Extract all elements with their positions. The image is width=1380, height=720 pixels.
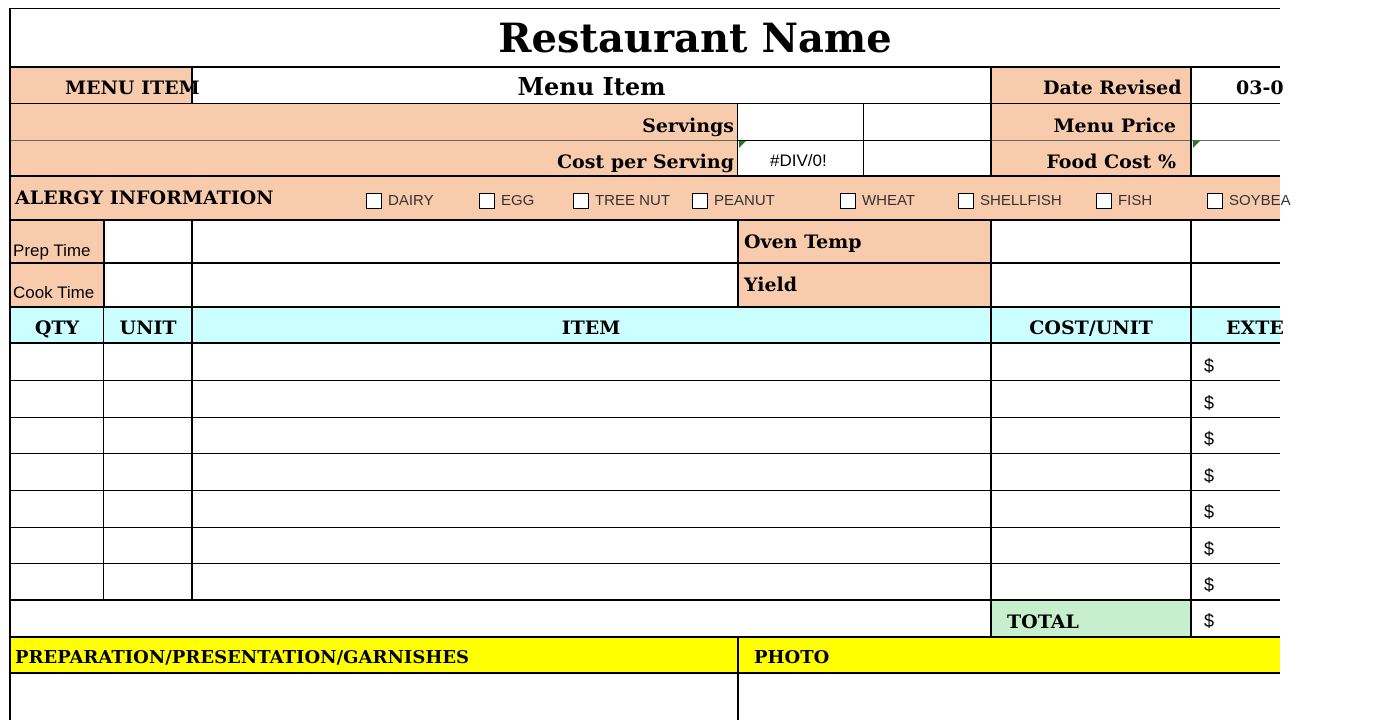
allergy-checkbox-peanut[interactable] xyxy=(692,192,775,209)
menu-price-label: Menu Price xyxy=(1053,115,1176,137)
cost-per-serving-label: Cost per Serving xyxy=(556,151,734,173)
extended-cost-cell[interactable]: $ xyxy=(1204,393,1215,413)
checkbox-icon[interactable] xyxy=(692,193,708,209)
unit-header: UNIT xyxy=(119,317,177,339)
food-cost-label: Food Cost % xyxy=(1046,151,1176,173)
extended-cost-cell[interactable]: $ xyxy=(1204,466,1215,486)
qty-header: QTY xyxy=(34,317,80,339)
comment-marker-icon xyxy=(739,141,746,148)
allergy-checkbox-fish[interactable] xyxy=(1096,192,1152,209)
date-revised-value[interactable]: 03-0 xyxy=(1236,77,1284,99)
allergy-label: WHEAT xyxy=(862,192,916,209)
extended-cost-cell[interactable]: $ xyxy=(1204,429,1215,449)
total-label: TOTAL xyxy=(1007,611,1079,633)
yield-input[interactable] xyxy=(992,264,1190,306)
extended-cost-header: EXTE xyxy=(1226,317,1284,339)
cost-per-serving-value[interactable]: #DIV/0! xyxy=(770,151,827,170)
checkbox-icon[interactable] xyxy=(1207,193,1223,209)
menu-price-input[interactable] xyxy=(1192,104,1280,140)
yield-label: Yield xyxy=(744,274,798,296)
allergy-label: TREE NUT xyxy=(595,192,670,209)
date-revised-label: Date Revised xyxy=(1043,77,1182,99)
allergy-label: SOYBEA xyxy=(1229,192,1291,209)
menu-item-label: MENU ITEM xyxy=(65,77,200,99)
item-header: ITEM xyxy=(561,317,621,339)
checkbox-icon[interactable] xyxy=(958,193,974,209)
servings-label: Servings xyxy=(642,115,734,137)
allergy-checkbox-shellfish[interactable] xyxy=(958,192,1062,209)
preparation-label: PREPARATION/PRESENTATION/GARNISHES xyxy=(15,647,470,668)
oven-temp-label: Oven Temp xyxy=(744,231,862,253)
photo-area[interactable] xyxy=(739,674,1280,720)
allergy-label: PEANUT xyxy=(714,192,775,209)
cook-time-label: Cook Time xyxy=(13,283,95,302)
restaurant-name-title[interactable]: Restaurant Name xyxy=(498,15,892,62)
allergy-label: DAIRY xyxy=(388,192,434,209)
servings-input[interactable] xyxy=(738,104,863,140)
allergy-label: EGG xyxy=(501,192,535,209)
preparation-notes-area[interactable] xyxy=(11,674,737,720)
allergy-label: SHELLFISH xyxy=(980,192,1062,209)
photo-label: PHOTO xyxy=(754,647,830,668)
checkbox-icon[interactable] xyxy=(479,193,495,209)
cost-unit-header: COST/UNIT xyxy=(1029,317,1153,339)
servings-extra-cell[interactable] xyxy=(864,104,990,140)
extended-cost-cell[interactable]: $ xyxy=(1204,356,1215,376)
checkbox-icon[interactable] xyxy=(573,193,589,209)
prep-time-input[interactable] xyxy=(105,221,191,262)
allergy-checkbox-soybean[interactable] xyxy=(1207,192,1291,209)
allergy-checkbox-tree-nut[interactable] xyxy=(573,192,670,209)
oven-temp-input[interactable] xyxy=(992,221,1190,262)
menu-item-value[interactable]: Menu Item xyxy=(517,72,666,101)
allergy-checkbox-dairy[interactable] xyxy=(366,192,434,209)
checkbox-icon[interactable] xyxy=(840,193,856,209)
allergy-label: FISH xyxy=(1118,192,1153,209)
extended-cost-cell[interactable]: $ xyxy=(1204,539,1215,559)
total-value[interactable]: $ xyxy=(1204,611,1215,631)
food-cost-value[interactable] xyxy=(1192,141,1280,175)
extended-cost-cell[interactable]: $ xyxy=(1204,575,1215,595)
allergy-checkbox-wheat[interactable] xyxy=(840,192,915,209)
allergy-information-label: ALERGY INFORMATION xyxy=(15,187,274,209)
extended-cost-cell[interactable]: $ xyxy=(1204,502,1215,522)
checkbox-icon[interactable] xyxy=(366,193,382,209)
allergy-checkbox-egg[interactable] xyxy=(479,192,534,209)
checkbox-icon[interactable] xyxy=(1096,193,1112,209)
prep-time-label: Prep Time xyxy=(13,241,91,260)
cook-time-input[interactable] xyxy=(105,264,191,306)
